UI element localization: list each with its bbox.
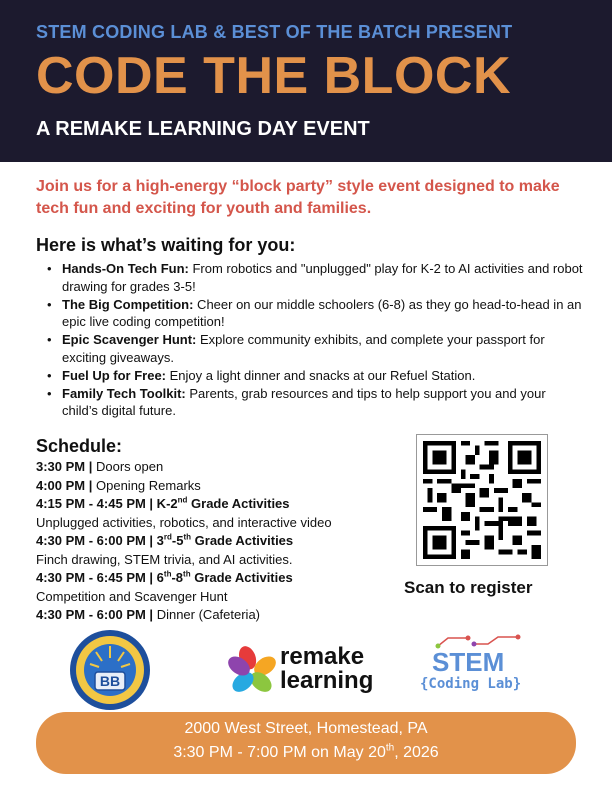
schedule-sup: nd	[177, 495, 188, 505]
schedule-time: 4:30 PM - 6:00 PM | 3	[36, 533, 164, 548]
svg-text:BB: BB	[99, 673, 121, 689]
feature-item	[44, 385, 584, 420]
stem-word: STEM	[432, 647, 505, 677]
registration-qr-code[interactable]	[416, 434, 548, 566]
coding-lab-word: {Coding Lab}	[420, 676, 522, 692]
scan-to-register-label: Scan to register	[404, 578, 533, 597]
feature-item	[44, 331, 584, 366]
schedule-row	[36, 495, 406, 514]
schedule-sup: th	[183, 569, 191, 579]
schedule-desc: Doors open	[92, 459, 164, 474]
feature-text: Enjoy a light dinner and snacks at our Refuel Station.	[166, 367, 476, 383]
schedule-grade: Grade Activities	[191, 533, 294, 548]
datetime-year: , 2026	[394, 744, 439, 761]
event-details-banner	[36, 712, 576, 774]
schedule-row	[36, 477, 406, 496]
schedule-grade: -5	[171, 533, 184, 548]
schedule-desc: Opening Remarks	[92, 477, 201, 493]
schedule-time: 4:30 PM - 6:45 PM | 6	[36, 570, 164, 585]
schedule-row	[36, 569, 406, 588]
event-datetime	[36, 744, 576, 762]
bullet-icon: •	[47, 385, 52, 401]
schedule-row	[36, 458, 406, 477]
feature-text: From robotics and "unplugged" play for K-2 to AI activities and robot drawing for grades 3-5!	[62, 261, 583, 294]
presenters-line: STEM CODING LAB & BEST OF THE BATCH PRESENT	[36, 22, 513, 42]
bullet-icon: •	[47, 296, 52, 312]
feature-text: Parents, grab resources and tips to help support you and your child’s digital future.	[62, 385, 546, 418]
feature-list	[44, 260, 584, 420]
bullet-icon: •	[47, 332, 52, 347]
event-address: 2000 West Street, Homestead, PA	[184, 720, 428, 737]
schedule-desc: Dinner (Cafeteria)	[153, 607, 261, 622]
schedule-row	[36, 606, 406, 625]
feature-title: Epic Scavenger Hunt:	[62, 332, 197, 347]
event-subtitle: A REMAKE LEARNING DAY EVENT	[36, 118, 370, 140]
schedule-time: 4:30 PM - 6:00 PM |	[36, 607, 154, 622]
feature-title: Fuel Up for Free:	[62, 367, 167, 383]
remake-learning-logo	[226, 640, 396, 700]
schedule-row: Competition and Scavenger Hunt	[36, 588, 228, 604]
schedule-sup: th	[163, 569, 172, 579]
best-of-the-batch-logo	[68, 628, 152, 712]
schedule-heading: Schedule:	[36, 436, 123, 456]
schedule-time: 4:00 PM |	[36, 477, 93, 493]
schedule-grade: Grade Activities	[190, 570, 293, 585]
remake-flower-icon	[226, 644, 278, 696]
schedule-grade: Grade Activities	[187, 496, 290, 511]
schedule-row	[36, 532, 406, 551]
feature-title: Family Tech Toolkit:	[62, 385, 186, 401]
batch-badge-icon	[68, 628, 152, 712]
feature-item	[44, 367, 584, 385]
schedule-sup: th	[183, 532, 192, 542]
remake-word: remake	[280, 643, 365, 670]
schedule-section	[36, 434, 406, 625]
learning-word: learning	[280, 667, 374, 694]
schedule-sup: rd	[163, 532, 172, 542]
feature-item	[44, 260, 584, 295]
intro-text: Join us for a high-energy “block party” style event designed to make tech fun and exciting for youth and families.	[36, 178, 560, 217]
feature-text: Cheer on our middle schoolers (6-8) as they go head-to-head in an epic live coding competition!	[62, 296, 582, 329]
schedule-time: 4:15 PM - 4:45 PM | K-2	[36, 496, 178, 511]
qr-code-icon	[423, 441, 541, 559]
feature-text: Explore community exhibits, and complete your passport for exciting giveaways.	[62, 332, 545, 365]
schedule-time: 3:30 PM |	[36, 459, 93, 474]
bullet-icon: •	[47, 261, 52, 276]
schedule-row: Finch drawing, STEM trivia, and AI activities.	[36, 551, 293, 567]
datetime-prefix: 3:30 PM - 7:00 PM on May 20	[173, 744, 386, 761]
schedule-row: Unplugged activities, robotics, and interactive video	[36, 514, 332, 530]
feature-title: The Big Competition:	[62, 296, 194, 312]
schedule-grade: -8	[171, 570, 184, 585]
feature-title: Hands-On Tech Fun:	[62, 261, 189, 276]
waiting-heading: Here is what’s waiting for you:	[36, 235, 296, 255]
stem-coding-lab-logo	[418, 634, 538, 700]
bullet-icon: •	[47, 367, 52, 383]
header-banner	[0, 0, 612, 162]
datetime-sup: th	[385, 742, 395, 754]
event-title: CODE THE BLOCK	[36, 47, 511, 105]
feature-item	[44, 296, 584, 331]
